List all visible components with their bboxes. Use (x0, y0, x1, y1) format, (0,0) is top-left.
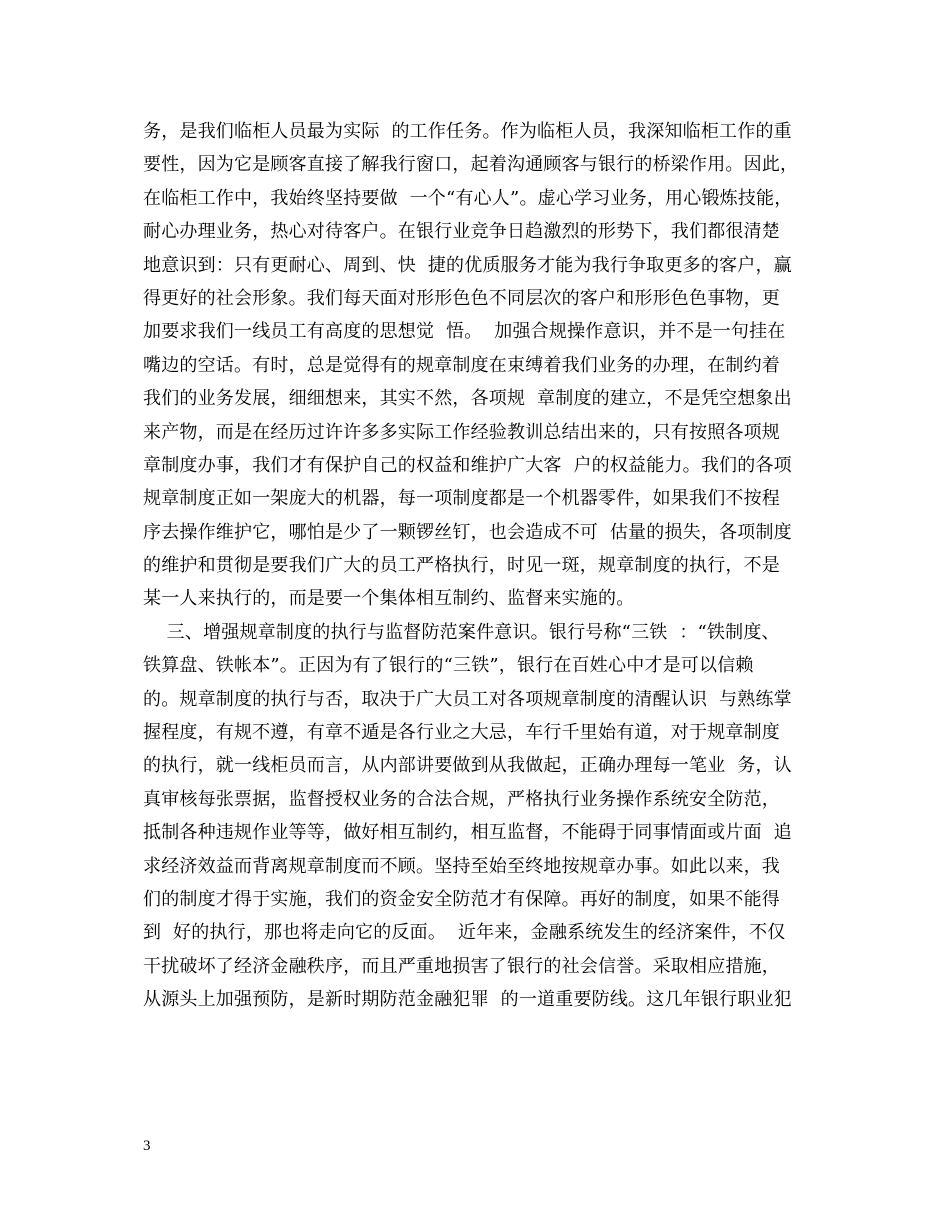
body-text (143, 115, 823, 1017)
text-line: 务，是我们临柜人员最为实际 的工作任务。作为临柜人员，我深知临柜工作的重 (143, 121, 792, 142)
text-line: 的。规章制度的执行与否，取决于广大员工对各项规章制度的清醒认识 与熟练掌 (143, 688, 792, 710)
text-line: 来产物，而是在经历过许许多多实际工作经验教训总结出来的，只有按照各项规 (143, 421, 780, 443)
text-line: 章制度办事，我们才有保护自己的权益和维护广大客 户的权益能力。我们的各项 (143, 454, 792, 476)
text-line: 某一人来执行的，而是要一个集体相互制约、监督来实施的。 (143, 588, 635, 610)
text-line: 得更好的社会形象。我们每天面对形形色色不同层次的客户和形形色色事物，更 (143, 287, 780, 309)
page-number: 3 (143, 1138, 151, 1154)
text-line: 我们的业务发展，细细想来，其实不然，各项规 章制度的建立，不是凭空想象出 (143, 388, 792, 410)
text-line: 的执行，就一线柜员而言，从内部讲要做到从我做起，正确办理每一笔业 务，认 (143, 755, 792, 777)
text-line: 干扰破坏了经济金融秩序，而且严重地损害了银行的社会信誉。采取相应措施， (143, 955, 780, 977)
text-line: 铁算盘、铁帐本”。正因为有了银行的“三铁”，银行在百姓心中才是可以信赖 (143, 655, 754, 677)
text-line: 求经济效益而背离规章制度而不顾。坚持至始至终地按规章办事。如此以来，我 (143, 855, 780, 877)
text-line: 规章制度正如一架庞大的机器，每一项制度都是一个机器零件，如果我们不按程 (143, 488, 780, 510)
text-line: 序去操作维护它，哪怕是少了一颗锣丝钉，也会造成不可 估量的损失，各项制度 (143, 521, 792, 543)
text-line: 加要求我们一线员工有高度的思想觉 悟。 加强合规操作意识，并不是一句挂在 (143, 321, 786, 343)
text-line: 真审核每张票据，监督授权业务的合法合规，严格执行业务操作系统安全防范， (143, 788, 780, 810)
text-line: 从源头上加强预防，是新时期防范金融犯罪 的一道重要防线。这几年银行职业犯 (143, 989, 792, 1011)
text-line: 三、增强规章制度的执行与监督防范案件意识。银行号称“三铁 ：“铁制度、 (143, 621, 780, 643)
text-line: 到 好的执行，那也将走向它的反面。 近年来，金融系统发生的经济案件，不仅 (143, 922, 786, 944)
text-line: 嘴边的空话。有时，总是觉得有的规章制度在束缚着我们业务的办理，在制约着 (143, 354, 780, 376)
text-line: 抵制各种违规作业等等，做好相互制约，相互监督，不能碍于同事情面或片面 追 (143, 822, 792, 844)
text-line: 要性，因为它是顾客直接了解我行窗口，起着沟通顾客与银行的桥梁作用。因此， (143, 154, 799, 176)
text-line: 耐心办理业务，热心对待客户。在银行业竞争日趋激烈的形势下，我们都很清楚 (143, 221, 780, 243)
text-line: 的维护和贯彻是要我们广大的员工严格执行，时见一斑，规章制度的执行，不是 (143, 555, 780, 577)
text-line: 在临柜工作中，我始终坚持要做 一个“有心人”。虚心学习业务，用心锻炼技能， (143, 187, 793, 209)
text-line: 握程度，有规不遵，有章不遁是各行业之大忌，车行千里始有道，对于规章制度 (143, 722, 780, 744)
text-line: 地意识到：只有更耐心、周到、快 捷的优质服务才能为我行争取更多的客户，赢 (143, 254, 792, 276)
text-line: 们的制度才得于实施，我们的资金安全防范才有保障。再好的制度，如果不能得 (143, 888, 780, 910)
